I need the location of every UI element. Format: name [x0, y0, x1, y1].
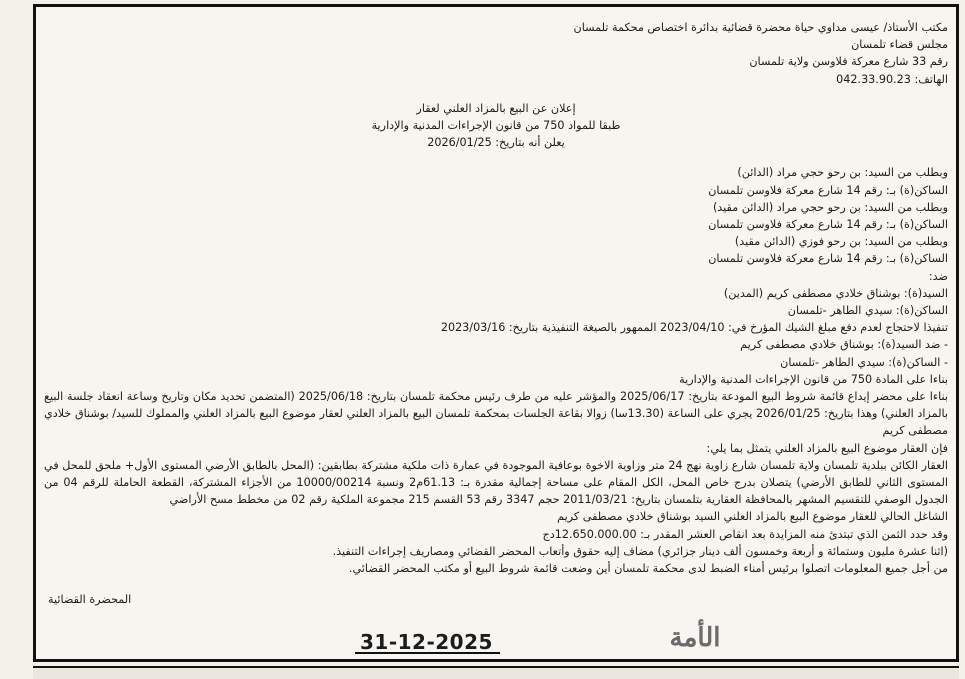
party-line: ضد:	[928, 269, 948, 283]
date-underline	[355, 652, 500, 654]
party-line: بناءا على المادة 750 من قانون الإجراءات المدنية والإدارية	[679, 372, 948, 386]
party-line: الساكن(ة) بـ: رقم 14 شارع معركة فلاوسن تلمسان	[708, 252, 948, 266]
party-line: - ضد السيد(ة): بوشناق خلادي مصطفى كريم	[740, 338, 948, 352]
parties-section	[44, 164, 948, 388]
title-line-1: إعلان عن البيع بالمزاد العلني لعقار	[416, 101, 576, 115]
party-line: الساكن(ة) بـ: رقم 14 شارع معركة فلاوسن تلمسان	[708, 183, 948, 197]
council-name: مجلس قضاء تلمسان	[851, 38, 948, 52]
announcement-title	[44, 100, 948, 152]
office-phone	[44, 71, 948, 88]
party-line: وبطلب من السيد: بن رحو فوزي (الدائن مقيد)	[734, 235, 948, 249]
bottom-border	[33, 666, 959, 679]
signature: المحضرة القضائية	[48, 593, 132, 607]
body-paragraph: بناءا على محضر إيداع قائمة شروط البيع المودعة بتاريخ: 2025/06/17 والمؤشر عليه من طرف رئيس محكمة تلمسان بتاريخ: 2025/06/18 (المتضمن تحديد مكان وتاريخ وساعة انعقاد جلسة البيع بالمزاد العلني) وهذا بتاريخ: 2026/01/25 يجري على الساعة (13.30سا) زوالا بقاعة الجلسات بمحكمة تلمسان البيع بالمزاد العلني لعقار موضوع البيع بالمزاد العلني والمملوك للسيد/ بوشناق خلادي مصطفى كريم	[44, 390, 948, 438]
newspaper-logo	[620, 620, 770, 656]
announcement-document	[44, 19, 948, 609]
office-header	[44, 19, 948, 88]
title-line-3: يعلن أنه بتاريخ: 2026/01/25	[427, 136, 565, 150]
office-address: رقم 33 شارع معركة فلاوسن ولاية تلمسان	[749, 55, 948, 69]
publication-date: 31-12-2025	[360, 630, 493, 654]
party-line: تنفيذا لاحتجاج لعدم دفع مبلغ الشيك المؤرخ في: 2023/04/10 الممهور بالصيغة التنفيذية بتاريخ: 2023/03/16	[440, 321, 948, 335]
body-paragraph: (اثنا عشرة مليون وستمائة و أربعة وخمسون ألف دينار جزائري) مضاف إليه حقوق وأتعاب المحضر القضائي ومصاريف إجراءات التنفيذ.	[332, 544, 948, 558]
phone-number: 042.33.90.23	[836, 72, 911, 86]
announcement-frame	[33, 4, 959, 662]
title-line-2: طبقا للمواد 750 من قانون الإجراءات المدنية والإدارية	[371, 119, 621, 133]
phone-label: الهاتف:	[914, 72, 948, 86]
body-paragraph: الشاغل الحالي للعقار موضوع البيع بالمزاد العلني السيد بوشناق خلادي مصطفى كريم	[557, 510, 948, 524]
body-paragraph: فإن العقار موضوع البيع بالمزاد العلني يتمثل بما يلي:	[706, 441, 948, 455]
body-section	[44, 388, 948, 577]
party-line: الساكن(ة) بـ: رقم 14 شارع معركة فلاوسن تلمسان	[708, 218, 948, 232]
body-paragraph: وقد حدد الثمن الذي تبتدئ منه المزايدة بعد انقاص العشر المقدر بـ: 12.650.000.00دج	[542, 527, 948, 541]
party-line: وبطلب من السيد: بن رحو حجي مراد (الدائن مقيد)	[712, 200, 948, 214]
body-paragraph: من أجل جميع المعلومات اتصلوا برئيس أمناء الضبط لدى محكمة تلمسان أين وضعت قائمة شروط البيع أو مكتب المحضر القضائي.	[348, 562, 948, 576]
office-name: مكتب الأستاذ/ عيسى مداوي حياة محضرة قضائية بدائرة اختصاص محكمة تلمسان	[573, 21, 948, 34]
body-paragraph: العقار الكائن ببلدية تلمسان ولاية تلمسان شارع زاوية نهج 24 متر وزاوية الاخوة بوعافية الموجودة في عمارة ذات ملكية مشتركة بطابقين: (المحل بالطابق الأرضي المستوى الأول+ ملحق للمحل في المستوى الثاني للطابق الأرضي) يتصلان بدرج خاص المحل، الكل المقام على مساحة إجمالية مقدرة بـ: 61.13م2 ونسبة 10000/00214 من الأجزاء المشتركة، القطعة الحاملة للرقم 04 من الجدول الوصفي للتقسيم المشهر بالمحافظة العقارية بتلمسان بتاريخ: 2011/03/21 حجم 3347 رقم 53 القسم 215 مجموعة الملكية رقم 02 من مخطط مسح الأراضي	[44, 458, 949, 507]
party-line: السيد(ة): بوشناق خلادي مصطفى كريم (المدين)	[723, 286, 948, 300]
party-line: وبطلب من السيد: بن رحو حجي مراد (الدائن)	[737, 166, 948, 180]
logo-text: الأمة	[669, 623, 721, 653]
party-line: الساكن(ة): سيدي الطاهر -تلمسان	[787, 304, 948, 318]
party-line: - الساكن(ة): سيدي الطاهر -تلمسان	[780, 355, 948, 369]
